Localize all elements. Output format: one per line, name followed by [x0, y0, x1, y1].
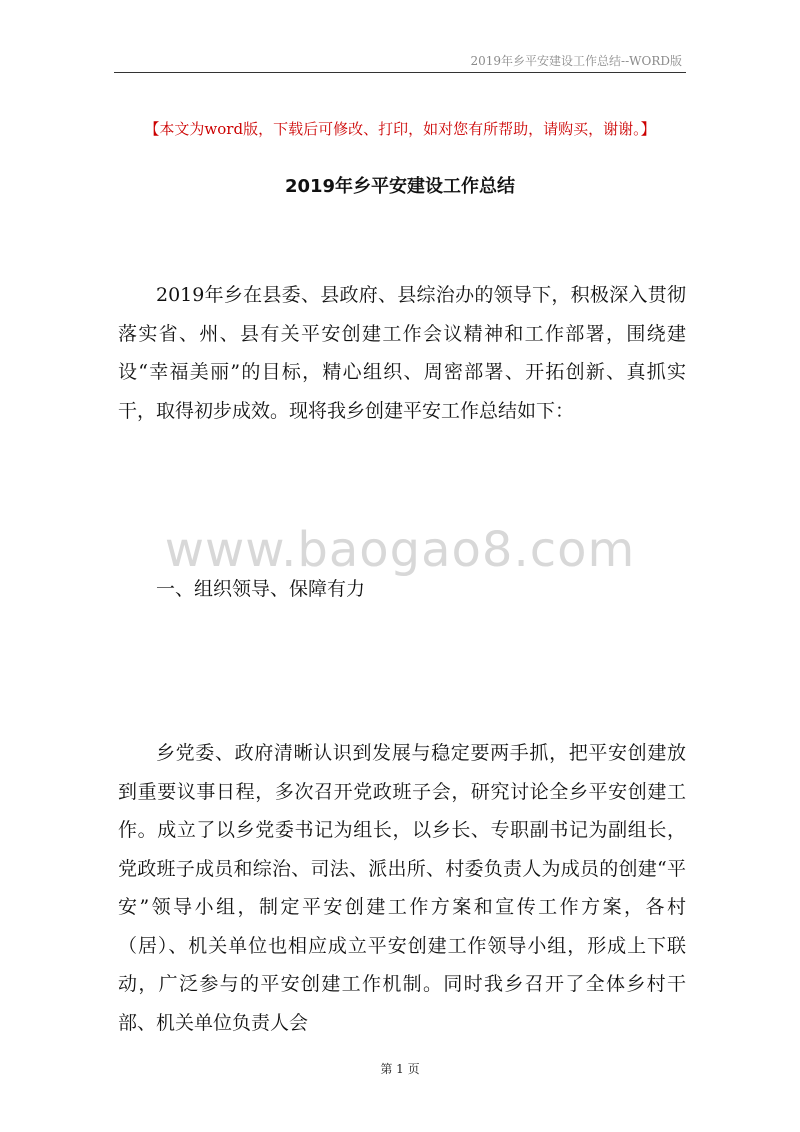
site-watermark: www.baogao8.com	[164, 522, 636, 578]
body-paragraph: 乡党委、政府清晰认识到发展与稳定要两手抓，把平安创建放到重要议事日程，多次召开党政班子会，研究讨论全乡平安创建工作。成立了以乡党委书记为组长，以乡长、专职副书记为副组长，党政班子成员和综治、司法、派出所、村委负责人为成员的创建“平安”领导小组，制定平安创建工作方案和宣传工作方案，各村（居）、机关单位也相应成立平安创建工作领导小组，形成上下联动，广泛参与的平安创建工作机制。同时我乡召开了全体乡村干部、机关单位负责人会	[118, 742, 686, 1034]
running-header: 2019年乡平安建设工作总结--WORD版	[470, 54, 682, 68]
page-number: 第 1 页	[380, 1062, 420, 1076]
section-heading: 一、组织领导、保障有力	[156, 578, 366, 600]
header-divider	[114, 72, 686, 73]
document-title: 2019年乡平安建设工作总结	[284, 176, 516, 197]
intro-paragraph: 2019年乡在县委、县政府、县综治办的领导下，积极深入贯彻落实省、州、县有关平安创建工作会议精神和工作部署，围绕建设“幸福美丽”的目标，精心组织、周密部署、开拓创新、真抓实干，取得初步成效。现将我乡创建平安工作总结如下：	[118, 284, 686, 422]
purchase-notice: 【本文为word版，下载后可修改、打印，如对您有所帮助，请购买，谢谢。】	[144, 120, 656, 138]
